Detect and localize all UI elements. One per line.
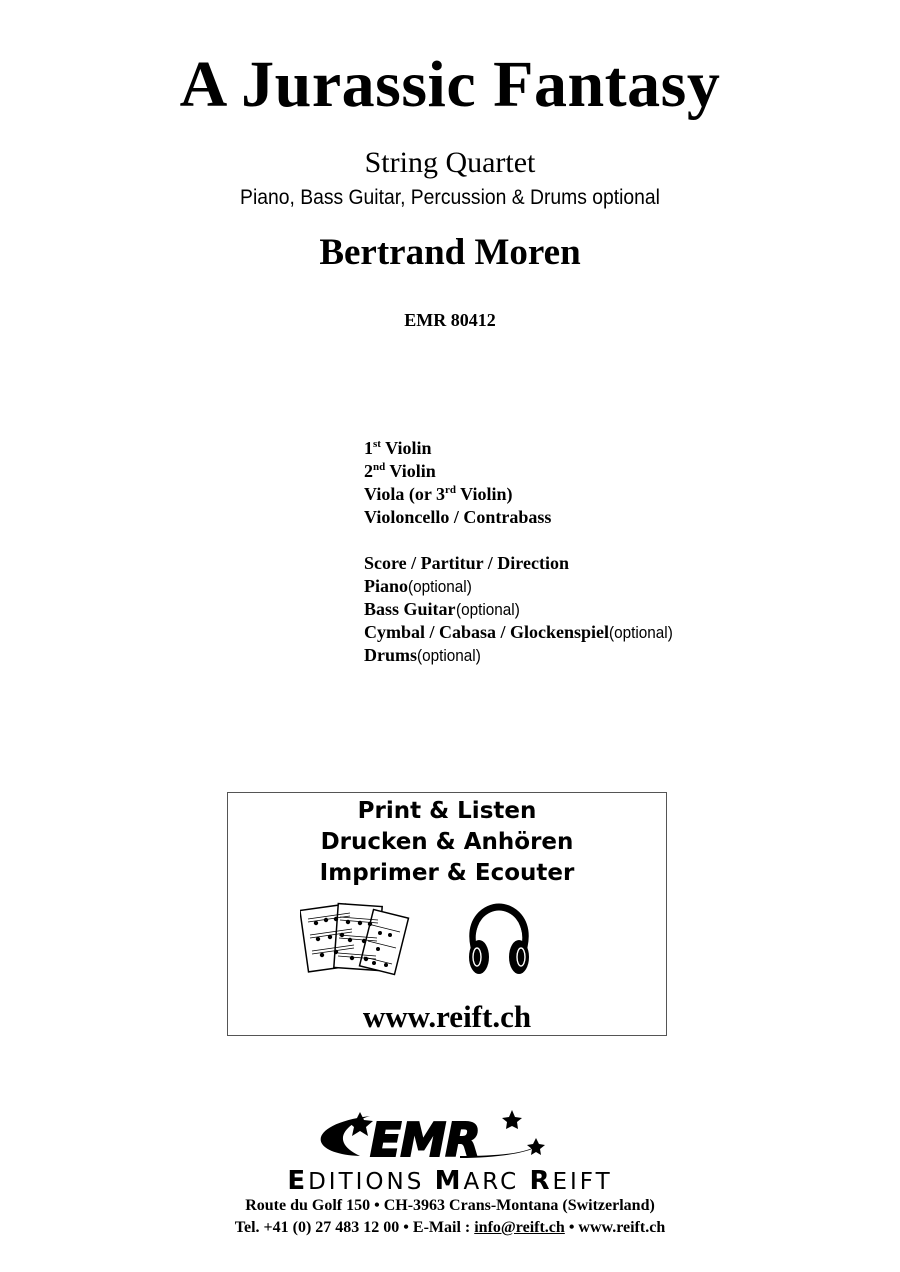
emr-logo — [300, 1108, 600, 1166]
publisher-name: EDITIONS MARC REIFT — [287, 1166, 613, 1196]
part-item: Drums(optional) — [364, 645, 481, 665]
part-item: Viola (or 3rd Violin) — [364, 484, 513, 504]
svg-text:EMR: EMR — [370, 1113, 480, 1166]
part-item: 1st Violin — [364, 438, 432, 458]
instrumentation-line: Piano, Bass Guitar, Percussion & Drums optional — [240, 186, 660, 209]
publisher-address: Route du Golf 150 • CH-3963 Crans-Montana (Switzerland) — [245, 1197, 655, 1214]
headphones-icon — [464, 903, 534, 977]
promo-line-en: Print & Listen — [357, 798, 537, 824]
part-item: Piano(optional) — [364, 576, 472, 596]
part-item: Violoncello / Contrabass — [364, 507, 552, 527]
part-item: Cymbal / Cabasa / Glockenspiel(optional) — [364, 622, 673, 642]
part-item: 2nd Violin — [364, 461, 436, 481]
other-parts-list — [364, 552, 680, 667]
promo-line-de: Drucken & Anhören — [320, 829, 574, 855]
promo-website[interactable]: www.reift.ch — [362, 999, 532, 1034]
promo-line-fr: Imprimer & Ecouter — [319, 860, 575, 886]
part-item: Score / Partitur / Direction — [364, 553, 569, 573]
sheet-music-icon — [300, 901, 412, 979]
string-parts-list — [364, 437, 551, 529]
email-link[interactable]: info@reift.ch — [474, 1219, 565, 1236]
print-listen-box — [227, 792, 667, 1036]
score-subtitle: String Quartet — [364, 146, 536, 179]
score-title: A Jurassic Fantasy — [179, 48, 721, 121]
composer-name: Bertrand Moren — [319, 232, 581, 273]
part-item: Bass Guitar(optional) — [364, 599, 520, 619]
publisher-contact: Tel. +41 (0) 27 483 12 00 • E-Mail : info@reift.ch • www.reift.ch — [234, 1219, 666, 1236]
catalog-number: EMR 80412 — [404, 310, 496, 330]
